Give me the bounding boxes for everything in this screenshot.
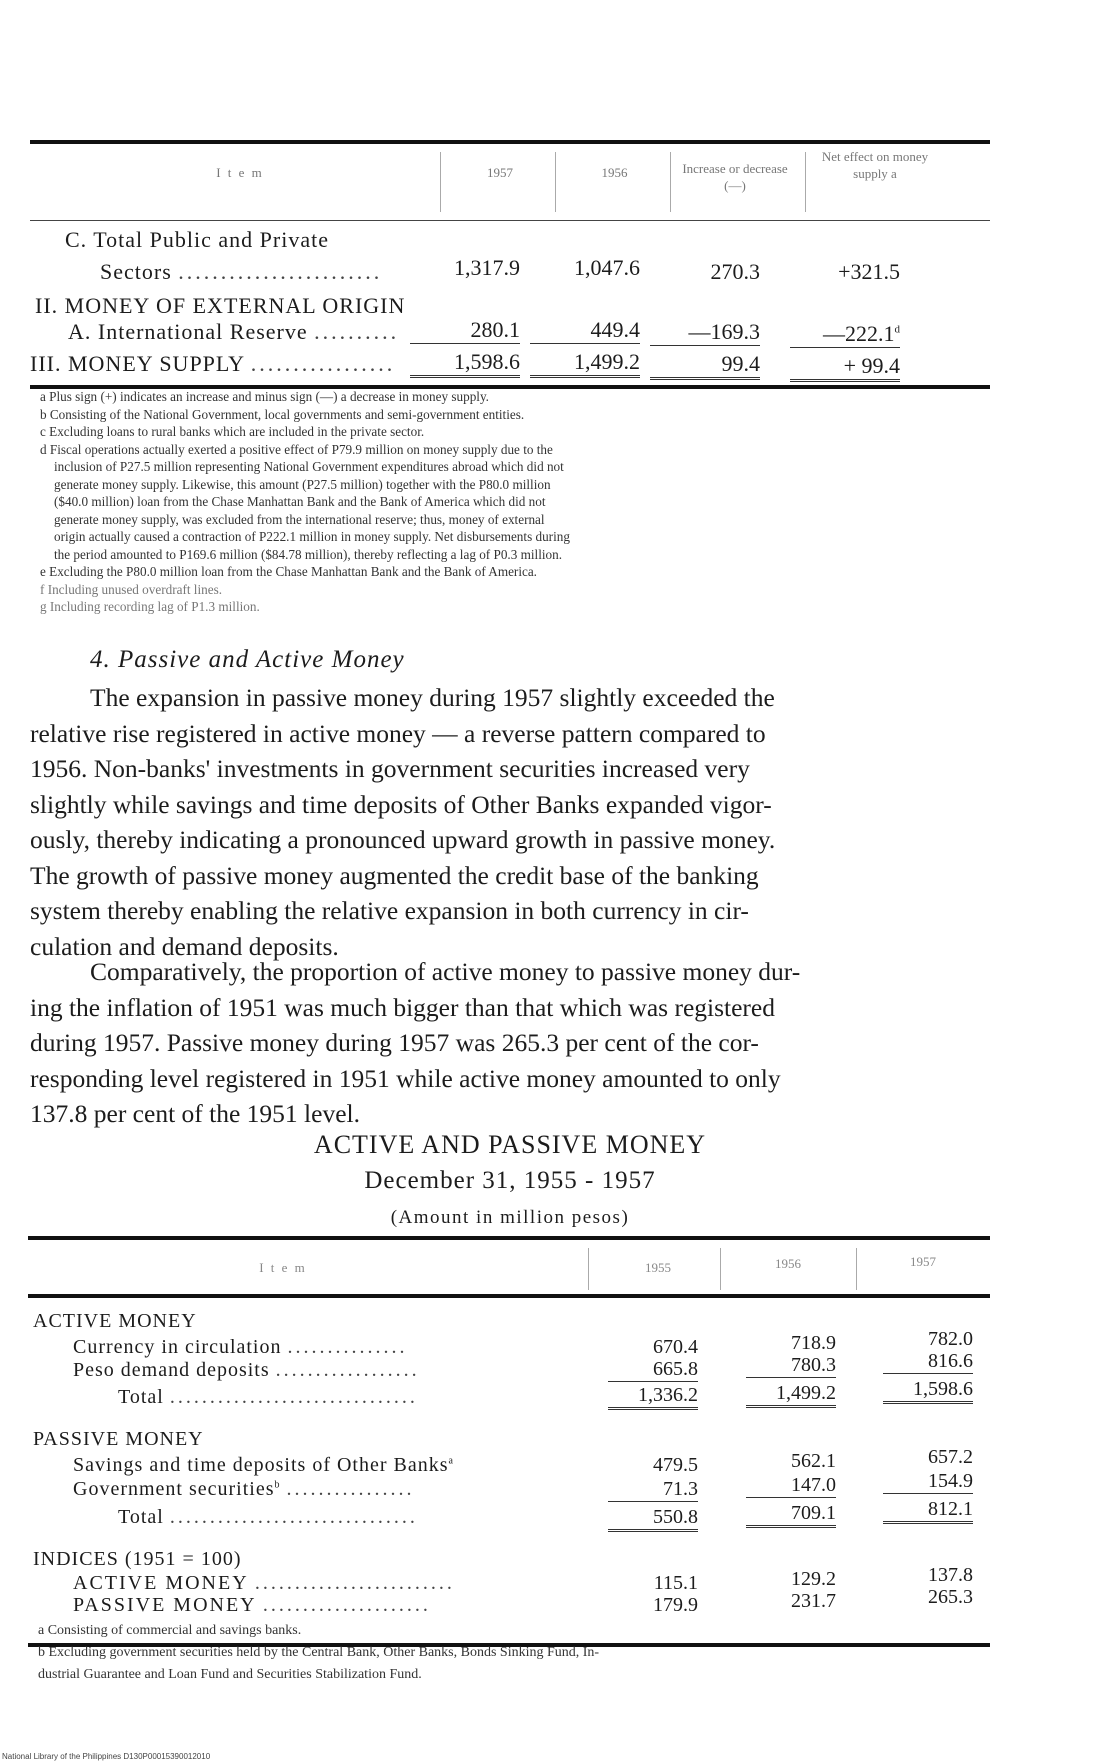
- cell-value: 665.8: [608, 1358, 698, 1382]
- group-label: INDICES (1951 = 100): [33, 1548, 242, 1570]
- footnote: dustrial Guarantee and Loan Fund and Securities Stabilization Fund.: [38, 1667, 422, 1682]
- cell-value: 71.3: [608, 1478, 698, 1502]
- header-item: I t e m: [216, 165, 264, 180]
- table-header: [30, 144, 990, 220]
- footnote: e Excluding the P80.0 million loan from the Chase Manhattan Bank and the Bank of America.: [40, 564, 537, 579]
- footnote: b Consisting of the National Government, local governments and semi-government entities.: [40, 406, 525, 422]
- row-label: Peso demand deposits ..................: [73, 1359, 420, 1381]
- header-1955: 1955: [645, 1260, 671, 1275]
- footnote: inclusion of P27.5 million representing National Government expenditures abroad which did not: [54, 459, 564, 474]
- footnote: generate money supply. Likewise, this amount (P27.5 million) together with the P80.0 million: [54, 476, 551, 492]
- cell-value: 479.5: [653, 1454, 698, 1476]
- header-net-effect: Net effect on money supply a: [821, 149, 929, 181]
- cell-value: 657.2: [928, 1446, 973, 1468]
- cell-value: 1,499.2: [746, 1382, 836, 1408]
- table-body: [30, 221, 990, 385]
- group-label: ACTIVE MONEY: [33, 1310, 197, 1332]
- row-label: A. International Reserve ..........: [68, 319, 400, 344]
- footnote: a Plus sign (+) indicates an increase and minus sign (—) a decrease in money supply.: [40, 389, 489, 404]
- cell-value: 449.4: [530, 317, 640, 344]
- footnote: d Fiscal operations actually exerted a positive effect of P79.9 million on money supply due to the: [40, 441, 553, 457]
- table-subtitle: December 31, 1955 - 1957: [364, 1167, 656, 1194]
- row-label: Currency in circulation ...............: [73, 1336, 408, 1358]
- row-label: Total ...............................: [118, 1506, 418, 1528]
- cell-value: 1,598.6: [410, 349, 520, 378]
- footnote: a Consisting of commercial and savings banks.: [38, 1623, 302, 1638]
- cell-value: 709.1: [746, 1502, 836, 1528]
- group-label: PASSIVE MONEY: [33, 1428, 204, 1450]
- row-label: III. MONEY SUPPLY .................: [30, 351, 396, 376]
- table-body: [28, 1298, 990, 1643]
- header-1957: 1957: [910, 1254, 936, 1269]
- footnote: g Including recording lag of P1.3 million.: [40, 599, 260, 614]
- cell-value: + 99.4: [790, 353, 900, 382]
- cell-value: 782.0: [928, 1328, 973, 1350]
- section-heading: 4. Passive and Active Money: [90, 646, 405, 673]
- footnote: the period amounted to P169.6 million ($84.78 million), thereby reflecting a lag of P0.3 million.: [54, 546, 563, 562]
- row-label: Sectors ........................: [100, 259, 383, 284]
- row-label: Savings and time deposits of Other Banks$^a$: [73, 1454, 454, 1476]
- table-title: ACTIVE AND PASSIVE MONEY: [313, 1130, 707, 1159]
- active-passive-money-table: [28, 1236, 990, 1647]
- header-item: I t e m: [259, 1260, 307, 1275]
- row-label: Government securities$^b$ ................: [73, 1478, 415, 1500]
- cell-value: 780.3: [746, 1354, 836, 1378]
- footnote: generate money supply, was excluded from the international reserve; thus, money of external: [54, 511, 545, 527]
- cell-value: 1,598.6: [883, 1378, 973, 1404]
- footnote: f Including unused overdraft lines.: [40, 581, 223, 597]
- money-supply-table: [30, 140, 990, 389]
- cell-value: 1,047.6: [574, 255, 640, 280]
- cell-value: 1,499.2: [530, 349, 640, 378]
- paragraph: The expansion in passive money during 1957 slightly exceeded the relative rise registered in active money — a reverse pattern compared to 1956. Non-banks' investments in government securities increased very slightly while savings and time deposits of Other Banks expanded vigor- ously, thereby indicating a pronounced upward growth in passive money. The growth of passive money augmented the credit base of the banking system thereby enabling the relative expansion in both currency in cir- culation and demand deposits.: [30, 683, 776, 961]
- cell-value: 670.4: [653, 1336, 698, 1358]
- header-1956: 1956: [775, 1256, 801, 1271]
- cell-value: 816.6: [883, 1350, 973, 1374]
- paragraph: Comparatively, the proportion of active money to passive money dur- ing the inflation of 1951 was much bigger than that which was registered during 1957. Passive money during 1957 was 265.3 per cent of the cor- responding level registered in 1951 while active money amounted to only 137.8 per cent of the 1951 level.: [30, 957, 801, 1128]
- cell-value: 1,317.9: [454, 255, 520, 280]
- table1-footnotes: [40, 388, 992, 616]
- footnote: c Excluding loans to rural banks which are included in the private sector.: [40, 424, 425, 439]
- cell-value: 179.9: [653, 1594, 698, 1616]
- watermark-text: National Library of the Philippines D130P00015390012010: [2, 1752, 211, 1761]
- cell-value: 137.8: [928, 1564, 973, 1586]
- table-unit: (Amount in million pesos): [390, 1207, 630, 1228]
- cell-value: 1,336.2: [608, 1384, 698, 1410]
- header-change: Increase or decrease (—): [682, 161, 788, 193]
- cell-value: 99.4: [650, 351, 760, 380]
- row-label: II. MONEY OF EXTERNAL ORIGIN: [35, 293, 406, 318]
- row-label: ACTIVE MONEY .........................: [73, 1572, 455, 1594]
- cell-value: +321.5: [838, 259, 900, 284]
- footnote: origin actually caused a contraction of P222.1 million in money supply. Net disbursements during: [54, 529, 570, 544]
- cell-value: 718.9: [791, 1332, 836, 1354]
- cell-value: 562.1: [791, 1450, 836, 1472]
- cell-value: —222.1$^d$: [790, 321, 900, 348]
- table2-footnotes: [38, 1620, 998, 1686]
- table-header: [28, 1240, 990, 1294]
- cell-value: 115.1: [653, 1572, 698, 1594]
- row-label: C. Total Public and Private: [65, 227, 329, 252]
- cell-value: —169.3: [650, 319, 760, 346]
- cell-value: 129.2: [791, 1568, 836, 1590]
- header-1956: 1956: [601, 165, 628, 180]
- cell-value: 280.1: [410, 317, 520, 344]
- header-1957: 1957: [487, 165, 513, 180]
- footnote: ($40.0 million) loan from the Chase Manhattan Bank and the Bank of America which did not: [54, 494, 546, 509]
- cell-value: 231.7: [791, 1590, 836, 1612]
- cell-value: 550.8: [608, 1506, 698, 1532]
- cell-value: 147.0: [746, 1474, 836, 1498]
- cell-value: 154.9: [883, 1470, 973, 1494]
- cell-value: 270.3: [710, 259, 760, 284]
- row-label: PASSIVE MONEY .....................: [73, 1594, 431, 1616]
- cell-value: 265.3: [928, 1586, 973, 1608]
- cell-value: 812.1: [883, 1498, 973, 1524]
- footnote: b Excluding government securities held by the Central Bank, Other Banks, Bonds Sinking Fund, In-: [38, 1645, 600, 1660]
- row-label: Total ...............................: [118, 1386, 418, 1408]
